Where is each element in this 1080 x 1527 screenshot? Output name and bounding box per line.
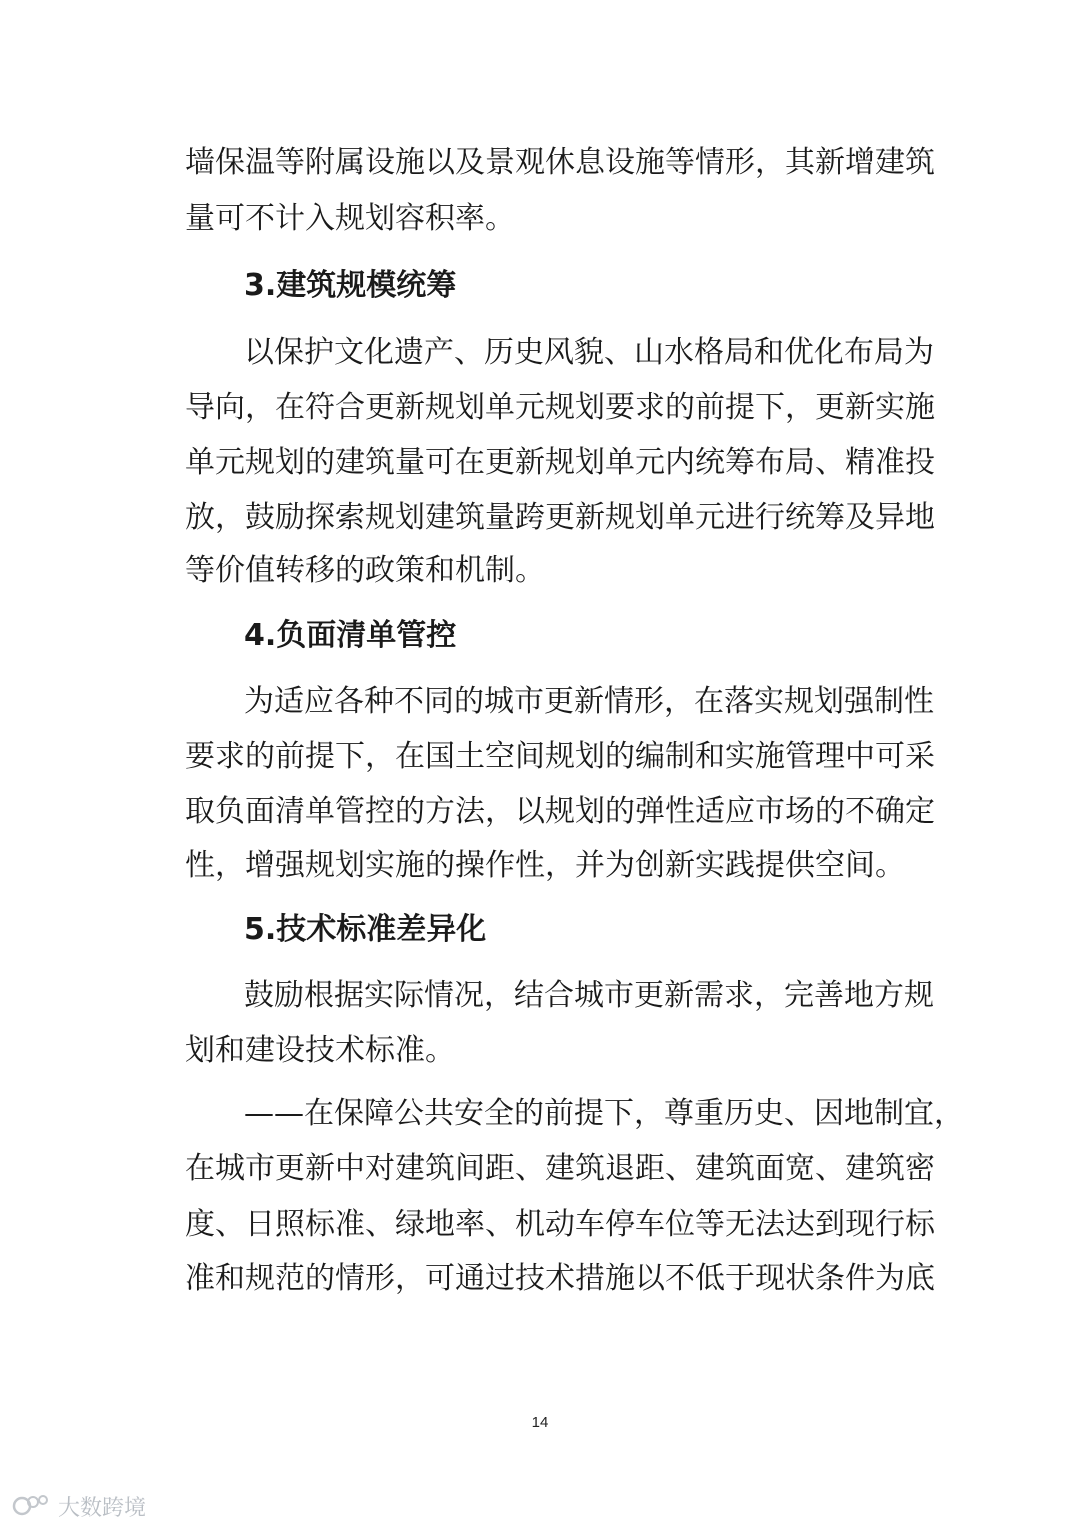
paragraph-line: 量可不计入规划容积率。 — [185, 201, 515, 236]
paragraph-line: 准和规范的情形，可通过技术措施以不低于现状条件为底 — [185, 1261, 935, 1296]
paragraph-line: 在城市更新中对建筑间距、建筑退距、建筑面宽、建筑密 — [185, 1151, 935, 1186]
paragraph-line: 墙保温等附属设施以及景观休息设施等情形，其新增建筑 — [185, 145, 935, 180]
section-heading: 3.建筑规模统筹 — [244, 268, 457, 303]
section-heading: 5.技术标准差异化 — [244, 912, 487, 947]
paragraph-line: 放，鼓励探索规划建筑量跨更新规划单元进行统筹及异地 — [185, 500, 935, 535]
watermark — [12, 1488, 146, 1524]
paragraph-line: 单元规划的建筑量可在更新规划单元内统筹布局、精准投 — [185, 445, 935, 480]
paragraph-line: 度、日照标准、绿地率、机动车停车位等无法达到现行标 — [185, 1207, 935, 1242]
page-number: 14 — [531, 1414, 549, 1431]
paragraph-line: 导向，在符合更新规划单元规划要求的前提下，更新实施 — [185, 390, 935, 425]
paragraph-line: 鼓励根据实际情况，结合城市更新需求，完善地方规 — [244, 978, 934, 1013]
paragraph-line: ——在保障公共安全的前提下，尊重历史、因地制宜， — [244, 1096, 964, 1131]
paragraph-line: 以保护文化遗产、历史风貌、山水格局和优化布局为 — [244, 335, 934, 370]
section-heading: 4.负面清单管控 — [244, 618, 457, 653]
paragraph-line: 取负面清单管控的方法，以规划的弹性适应市场的不确定 — [185, 794, 935, 829]
paragraph-line: 划和建设技术标准。 — [185, 1033, 455, 1068]
paragraph-line: 要求的前提下，在国土空间规划的编制和实施管理中可采 — [185, 739, 935, 774]
logo-icon — [12, 1491, 52, 1521]
paragraph-line: 等价值转移的政策和机制。 — [185, 553, 545, 588]
paragraph-line: 为适应各种不同的城市更新情形，在落实规划强制性 — [244, 684, 934, 719]
paragraph-line: 性，增强规划实施的操作性，并为创新实践提供空间。 — [185, 848, 905, 883]
watermark-text: 大数跨境 — [58, 1495, 147, 1521]
